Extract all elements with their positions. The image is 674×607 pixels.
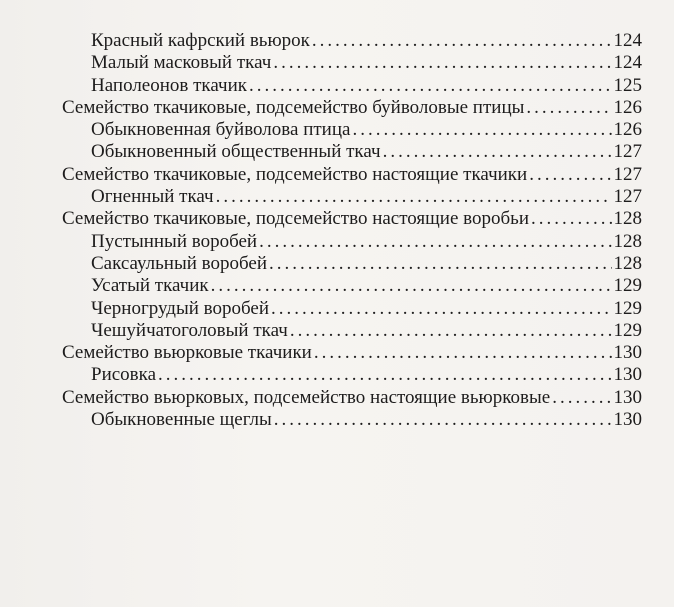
- toc-entry-page: 128: [613, 208, 642, 230]
- dot-leader: [249, 75, 612, 97]
- dot-leader: [216, 186, 612, 208]
- toc-entry-page: 127: [613, 163, 642, 185]
- dot-leader: [158, 364, 611, 386]
- toc-entry-page: 126: [613, 96, 642, 118]
- dot-leader: [526, 97, 611, 119]
- toc-entry-page: 125: [613, 74, 642, 96]
- dot-leader: [312, 30, 612, 52]
- dot-leader: [290, 320, 612, 342]
- toc-entry-page: 128: [613, 252, 642, 274]
- toc-entry-title: Обыкновенные щеглы: [91, 409, 272, 431]
- toc-entry: [62, 320, 642, 342]
- toc-entry: [62, 364, 642, 386]
- toc-entry: [62, 208, 642, 230]
- toc-entry: [62, 119, 642, 141]
- toc-entry-title: Саксаульный воробей: [91, 252, 268, 274]
- dot-leader: [529, 164, 611, 186]
- dot-leader: [552, 387, 611, 409]
- dot-leader: [273, 52, 611, 74]
- toc-entry-title: Малый масковый ткач: [91, 52, 272, 74]
- toc-entry: [62, 52, 642, 74]
- dot-leader: [383, 141, 612, 163]
- toc-entry-title: Чешуйчатоголовый ткач: [91, 319, 288, 341]
- toc-entry: [62, 30, 642, 52]
- toc-entry-title: Красный кафрский вьюрок: [91, 30, 310, 51]
- toc-entry-page: 127: [613, 186, 642, 208]
- toc-entry-page: 130: [613, 364, 642, 386]
- toc-entry-title: Черногрудый воробей: [91, 297, 270, 319]
- toc-entry-page: 130: [613, 386, 642, 408]
- toc-entry-page: 130: [613, 342, 642, 364]
- toc-entry-page: 124: [613, 30, 642, 51]
- toc-entry-page: 129: [613, 297, 642, 319]
- toc-entry-title: Семейство ткачиковые, подсемейство буйволовые птицы: [62, 96, 525, 118]
- toc-entry-page: 126: [613, 119, 642, 141]
- toc-entry: [62, 342, 642, 364]
- toc-entry: [62, 409, 642, 431]
- toc-entry: [62, 231, 642, 253]
- toc-entry: [62, 141, 642, 163]
- toc-entry-title: Семейство ткачиковые, подсемейство настоящие воробьи: [62, 208, 529, 230]
- dot-leader: [259, 231, 611, 253]
- dot-leader: [211, 275, 612, 297]
- toc-entry-page: 127: [613, 141, 642, 163]
- toc-entry-title: Семейство ткачиковые, подсемейство настоящие ткачики: [62, 163, 528, 185]
- toc-entry-title: Усатый ткачик: [91, 275, 209, 297]
- dot-leader: [531, 208, 612, 230]
- dot-leader: [314, 342, 612, 364]
- toc-entry-title: Рисовка: [91, 364, 157, 386]
- toc-entry-title: Пустынный воробей: [91, 230, 258, 252]
- toc-entry: [62, 387, 642, 409]
- toc-entry: [62, 164, 642, 186]
- toc-entry: [62, 186, 642, 208]
- toc-entry-page: 124: [613, 52, 642, 74]
- dot-leader: [271, 298, 611, 320]
- table-of-contents: [62, 30, 642, 431]
- toc-entry-title: Семейство вьюрковых, подсемейство настоящие вьюрковые: [62, 386, 551, 408]
- toc-entry: [62, 97, 642, 119]
- toc-entry-page: 129: [613, 319, 642, 341]
- toc-entry-page: 130: [613, 409, 642, 431]
- dot-leader: [352, 119, 611, 141]
- toc-entry-title: Огненный ткач: [91, 186, 214, 208]
- toc-entry-title: Семейство вьюрковые ткачики: [62, 342, 312, 364]
- toc-entry: [62, 75, 642, 97]
- toc-entry-page: 128: [613, 230, 642, 252]
- toc-entry-title: Обыкновенный общественный ткач: [91, 141, 381, 163]
- toc-entry-page: 129: [613, 275, 642, 297]
- toc-entry-title: Наполеонов ткачик: [91, 74, 247, 96]
- toc-entry: [62, 275, 642, 297]
- toc-entry-title: Обыкновенная буйволова птица: [91, 119, 351, 141]
- dot-leader: [274, 409, 612, 431]
- toc-entry: [62, 298, 642, 320]
- toc-entry: [62, 253, 642, 275]
- dot-leader: [269, 253, 611, 275]
